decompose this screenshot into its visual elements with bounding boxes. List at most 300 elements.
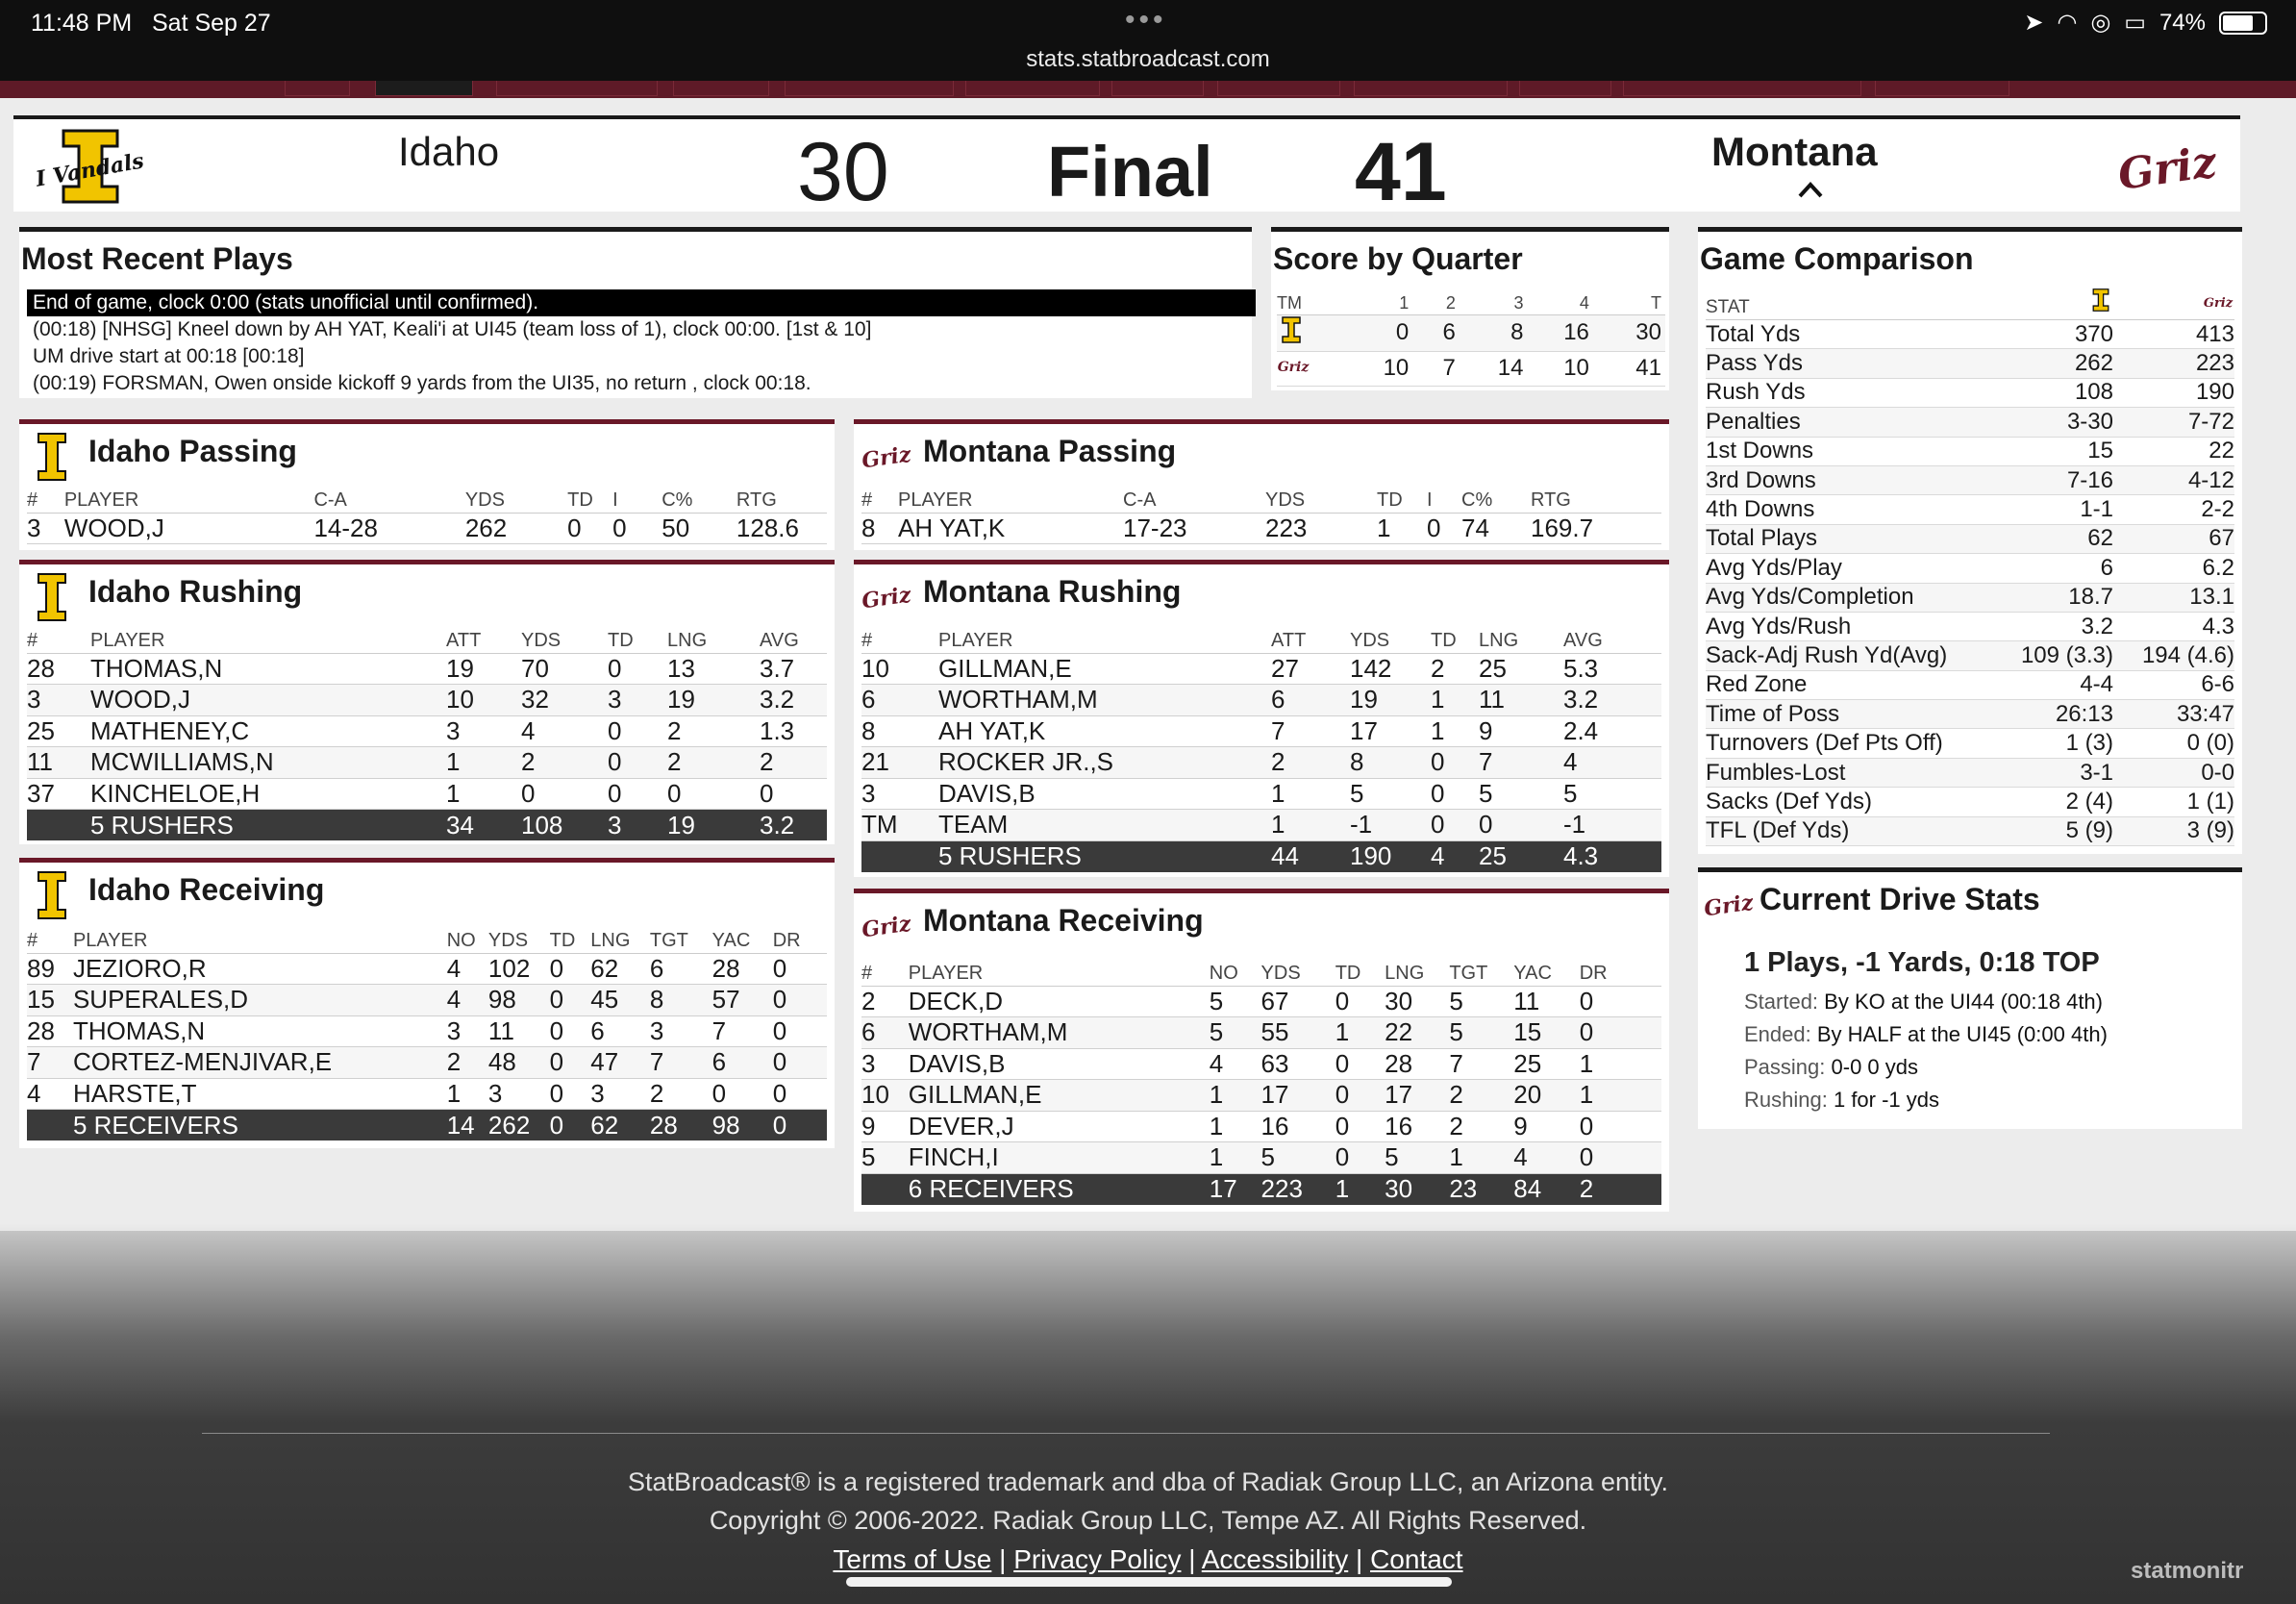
footer-links: Terms of Use | Privacy Policy | Accessibility | Contact <box>833 1544 1463 1574</box>
idaho-value: 62 <box>2002 524 2121 553</box>
idaho-value: 4-4 <box>2002 670 2121 699</box>
url-bar[interactable]: stats.statbroadcast.com <box>1026 46 1270 72</box>
nav-tab[interactable] <box>1875 81 2009 96</box>
stat-cell: 20 <box>1513 1080 1579 1112</box>
stat-cell: 7 <box>1479 747 1563 779</box>
stat-cell: 10 <box>861 1080 909 1112</box>
table-row <box>861 986 1661 1017</box>
player-name[interactable]: MCWILLIAMS,N <box>90 747 446 779</box>
trademark-notice: StatBroadcast® is a registered trademark and dba of Radiak Group LLC, an Arizona entity. <box>628 1467 1668 1496</box>
stat-cell: 7 <box>712 1015 773 1047</box>
total-cell <box>27 1110 73 1141</box>
stat-label: 4th Downs <box>1706 495 2002 524</box>
stat-cell: 8 <box>861 513 898 544</box>
stat-cell: 0 <box>1335 1142 1385 1174</box>
total-cell: 223 <box>1261 1173 1335 1205</box>
player-name[interactable]: WOOD,J <box>64 513 314 544</box>
idaho-logo-icon <box>2088 288 2113 313</box>
table-row <box>27 685 827 716</box>
stat-cell: 19 <box>667 685 760 716</box>
idaho-value: 15 <box>2002 437 2121 465</box>
score-by-quarter-panel <box>1271 227 1669 390</box>
nav-tab-strip <box>0 81 2296 98</box>
col-header: STAT <box>1706 288 2002 320</box>
status-time: 11:48 PM Sat Sep 27 <box>31 10 271 37</box>
col-header: PLAYER <box>73 926 447 953</box>
total-cell: 19 <box>667 810 760 841</box>
comparison-row <box>1706 495 2234 524</box>
montana-value: 190 <box>2121 378 2234 407</box>
stat-cell: 98 <box>488 985 550 1016</box>
table-row <box>27 778 827 810</box>
stat-cell: 25 <box>1479 653 1563 685</box>
stat-cell: 3 <box>446 715 521 747</box>
stat-cell: 0 <box>550 953 591 985</box>
griz-logo-script: Griz <box>2115 138 2220 200</box>
comparison-row <box>1706 612 2234 640</box>
stat-cell: 4 <box>27 1078 73 1110</box>
montana-value: 3 (9) <box>2121 816 2234 845</box>
player-name[interactable]: THOMAS,N <box>90 653 446 685</box>
table-row <box>27 653 827 685</box>
battery-icon <box>2219 12 2267 35</box>
stat-cell: 19 <box>446 653 521 685</box>
quarter-table <box>1277 288 1665 387</box>
total-cell: 4.3 <box>1563 840 1661 872</box>
panel-title: Game Comparison <box>1700 241 1974 276</box>
stat-cell: -1 <box>1563 810 1661 841</box>
current-drive-panel <box>1698 867 2242 1129</box>
nav-tab[interactable] <box>1623 81 1861 96</box>
comparison-row <box>1706 816 2234 845</box>
stat-cell: 0 <box>521 778 608 810</box>
nav-tab[interactable] <box>1111 81 1204 96</box>
comparison-row <box>1706 729 2234 758</box>
stat-cell: 1 <box>1431 715 1479 747</box>
table-row <box>27 747 827 779</box>
stat-cell: 32 <box>521 685 608 716</box>
privacy-link[interactable]: Privacy Policy <box>1013 1544 1182 1574</box>
stat-cell: 6 <box>590 1015 650 1047</box>
idaho-value: 109 (3.3) <box>2002 641 2121 670</box>
idaho-passing-table <box>27 486 827 544</box>
idaho-value: 6 <box>2002 554 2121 583</box>
stat-cell: 17-23 <box>1123 513 1265 544</box>
recent-plays-panel <box>19 227 1252 398</box>
stat-cell: 5 <box>1479 778 1563 810</box>
col-header: 4 <box>1527 288 1592 314</box>
stat-cell: 0 <box>608 653 667 685</box>
col-header: TM <box>1277 288 1338 314</box>
stat-cell: 57 <box>712 985 773 1016</box>
stat-cell: 17 <box>1261 1080 1335 1112</box>
stat-label: TFL (Def Yds) <box>1706 816 2002 845</box>
table-row <box>27 1015 827 1047</box>
player-name[interactable]: DAVIS,B <box>938 778 1271 810</box>
stat-cell: 1 <box>446 778 521 810</box>
stat-cell: 0 <box>1580 986 1661 1017</box>
comparison-row <box>1706 378 2234 407</box>
comparison-row <box>1706 758 2234 787</box>
col-header: NO <box>1210 959 1261 986</box>
drive-passing: Passing: 0-0 0 yds <box>1744 1055 1919 1079</box>
stat-cell: 3 <box>447 1015 488 1047</box>
stat-cell: 4 <box>447 985 488 1016</box>
col-header: AVG <box>760 626 827 653</box>
stat-cell: 142 <box>1350 653 1431 685</box>
idaho-value: 7-16 <box>2002 465 2121 494</box>
away-score: 41 <box>1355 126 1447 218</box>
nav-tab[interactable] <box>1354 81 1508 96</box>
montana-value: 0-0 <box>2121 758 2234 787</box>
comparison-row <box>1706 641 2234 670</box>
multitask-dots-icon[interactable]: ••• <box>1125 4 1167 36</box>
drive-started: Started: By KO at the UI44 (00:18 4th) <box>1744 990 2103 1014</box>
idaho-value: 1-1 <box>2002 495 2121 524</box>
player-name[interactable]: AH YAT,K <box>898 513 1123 544</box>
player-name[interactable]: THOMAS,N <box>73 1015 447 1047</box>
total-cell: 3.2 <box>760 810 827 841</box>
nav-tab[interactable] <box>673 81 769 96</box>
player-name[interactable]: GILLMAN,E <box>938 653 1271 685</box>
status-icons <box>2024 9 2267 37</box>
idaho-rushing-panel <box>19 560 835 844</box>
stat-cell: 2 <box>650 1078 712 1110</box>
montana-rushing-table <box>861 626 1661 872</box>
col-header: LNG <box>1479 626 1563 653</box>
away-team-name[interactable]: Montana <box>1711 129 1878 174</box>
stat-cell: 2 <box>861 986 909 1017</box>
panel-title: Montana Passing <box>923 434 1177 468</box>
col-header: # <box>27 626 90 653</box>
stat-cell: 0 <box>550 985 591 1016</box>
total-cell: 190 <box>1350 840 1431 872</box>
idaho-receiving-panel <box>19 858 835 1148</box>
stat-cell: 0 <box>1431 810 1479 841</box>
total-cell: 0 <box>550 1110 591 1141</box>
total-cell: 5 RUSHERS <box>938 840 1271 872</box>
idaho-value: 3-30 <box>2002 408 2121 437</box>
accessibility-link[interactable]: Accessibility <box>1201 1544 1349 1574</box>
col-header: PLAYER <box>898 486 1123 513</box>
idaho-value: 3.2 <box>2002 612 2121 640</box>
griz-logo-icon <box>1277 353 1310 378</box>
stat-cell: 30 <box>1385 986 1449 1017</box>
table-row <box>27 513 827 544</box>
table-row <box>861 513 1661 544</box>
stat-cell: 5 <box>1210 986 1261 1017</box>
col-header: 1 <box>1338 288 1412 314</box>
col-header: PLAYER <box>938 626 1271 653</box>
player-name[interactable]: AH YAT,K <box>938 715 1271 747</box>
stat-cell: 0 <box>608 715 667 747</box>
stat-cell: 16 <box>1261 1111 1335 1142</box>
nav-tab[interactable] <box>496 81 658 96</box>
player-name[interactable]: KINCHELOE,H <box>90 778 446 810</box>
table-row <box>27 985 827 1016</box>
idaho-value: 26:13 <box>2002 700 2121 729</box>
montana-value: 6.2 <box>2121 554 2234 583</box>
stat-cell: 5 <box>1449 986 1513 1017</box>
player-name[interactable]: CORTEZ-MENJIVAR,E <box>73 1047 447 1079</box>
table-row <box>861 810 1661 841</box>
col-header: YDS <box>465 486 567 513</box>
stat-cell: 9 <box>861 1111 909 1142</box>
comparison-row <box>1706 554 2234 583</box>
stat-cell: 5.3 <box>1563 653 1661 685</box>
idaho-value: 18.7 <box>2002 583 2121 612</box>
idaho-logo-script: I Vandals <box>34 148 146 192</box>
stat-cell: 13 <box>667 653 760 685</box>
home-score: 30 <box>797 126 889 218</box>
player-name[interactable]: WORTHAM,M <box>909 1017 1210 1049</box>
montana-value: 22 <box>2121 437 2234 465</box>
stat-cell: 15 <box>27 985 73 1016</box>
col-header: RTG <box>1531 486 1661 513</box>
total-cell: 0 <box>773 1110 827 1141</box>
nav-tab[interactable] <box>1519 81 1611 96</box>
stat-cell: 2 <box>1431 653 1479 685</box>
idaho-value: 370 <box>2002 320 2121 349</box>
stat-cell: 11 <box>1513 986 1579 1017</box>
total-cell: 2 <box>1580 1173 1661 1205</box>
panel-title: Score by Quarter <box>1273 241 1523 276</box>
player-name[interactable]: WORTHAM,M <box>938 685 1271 716</box>
svg-text:Griz: Griz <box>1277 359 1310 375</box>
col-header: RTG <box>736 486 827 513</box>
stat-cell: 0 <box>567 513 612 544</box>
stat-label: Pass Yds <box>1706 349 2002 378</box>
stat-cell: 1 <box>1580 1048 1661 1080</box>
col-header: TD <box>1377 486 1427 513</box>
table-row <box>861 1017 1661 1049</box>
col-header: DR <box>773 926 827 953</box>
statmonitr-badge[interactable]: statmonitr <box>2131 1558 2244 1584</box>
drive-ended: Ended: By HALF at the UI45 (0:00 4th) <box>1744 1022 2108 1046</box>
stat-cell: 0 <box>1580 1142 1661 1174</box>
stat-cell: 3 <box>861 778 938 810</box>
stat-cell: 0 <box>1431 747 1479 779</box>
idaho-logo-icon <box>23 570 81 624</box>
montana-value: 0 (0) <box>2121 729 2234 758</box>
col-header: # <box>27 926 73 953</box>
stat-cell: 6 <box>650 953 712 985</box>
col-header: YAC <box>712 926 773 953</box>
stat-cell: 17 <box>1350 715 1431 747</box>
montana-receiving-table <box>861 959 1661 1205</box>
stat-cell: 2 <box>447 1047 488 1079</box>
stat-cell: 1.3 <box>760 715 827 747</box>
col-header: 2 <box>1412 288 1460 314</box>
col-header: PLAYER <box>90 626 446 653</box>
stat-cell: 0 <box>1479 810 1563 841</box>
stat-cell: 1 <box>1271 810 1350 841</box>
stat-cell: 8 <box>650 985 712 1016</box>
griz-logo-icon <box>2115 127 2221 210</box>
player-name[interactable]: GILLMAN,E <box>909 1080 1210 1112</box>
col-header: TD <box>1431 626 1479 653</box>
stat-label: 3rd Downs <box>1706 465 2002 494</box>
car-icon: ▭ <box>2124 10 2146 36</box>
stat-cell: 28 <box>27 653 90 685</box>
stat-cell: 0 <box>1335 1080 1385 1112</box>
montana-value: 194 (4.6) <box>2121 641 2234 670</box>
stat-label: Penalties <box>1706 408 2002 437</box>
location-icon: ➤ <box>2024 10 2044 36</box>
idaho-passing-panel <box>19 419 835 550</box>
table-row: Griz 10 7 14 10 41 <box>1277 351 1665 386</box>
col-header: YDS <box>488 926 550 953</box>
montana-value: 4.3 <box>2121 612 2234 640</box>
player-name[interactable]: HARSTE,T <box>73 1078 447 1110</box>
col-header: # <box>861 626 938 653</box>
stat-cell: 0 <box>608 778 667 810</box>
comparison-row <box>1706 320 2234 349</box>
play-line: UM drive start at 00:18 [00:18] <box>33 345 305 367</box>
montana-value: 7-72 <box>2121 408 2234 437</box>
contact-link[interactable]: Contact <box>1370 1544 1463 1574</box>
stat-cell: 0 <box>1427 513 1461 544</box>
stat-label: Rush Yds <box>1706 378 2002 407</box>
montana-value: 6-6 <box>2121 670 2234 699</box>
idaho-logo-icon <box>1277 315 1306 344</box>
idaho-value: 3-1 <box>2002 758 2121 787</box>
table-row <box>861 1142 1661 1174</box>
col-header: LNG <box>667 626 760 653</box>
svg-text:Griz: Griz <box>860 911 913 943</box>
stat-cell: 14-28 <box>313 513 464 544</box>
comparison-row <box>1706 408 2234 437</box>
stat-cell: 102 <box>488 953 550 985</box>
comparison-table <box>1706 288 2234 846</box>
terms-link[interactable]: Terms of Use <box>833 1544 992 1574</box>
stat-cell: 223 <box>1265 513 1377 544</box>
stat-cell: 11 <box>1479 685 1563 716</box>
copyright-notice: Copyright © 2006-2022. Radiak Group LLC, Tempe AZ. All Rights Reserved. <box>709 1506 1587 1535</box>
table-row <box>27 1047 827 1079</box>
stat-cell: 4 <box>1210 1048 1261 1080</box>
stat-cell: 4 <box>1513 1142 1579 1174</box>
panel-title: Idaho Passing <box>88 434 297 468</box>
stat-cell: 45 <box>590 985 650 1016</box>
total-cell: 1 <box>1335 1173 1385 1205</box>
stat-cell: 50 <box>661 513 736 544</box>
comparison-row <box>1706 583 2234 612</box>
home-indicator[interactable] <box>846 1577 1452 1587</box>
stat-label: Time of Poss <box>1706 700 2002 729</box>
rotation-lock-icon: ◎ <box>2090 10 2111 36</box>
stat-cell: 2 <box>760 747 827 779</box>
stat-cell: 2 <box>1449 1080 1513 1112</box>
stat-cell: 0 <box>1580 1111 1661 1142</box>
player-name[interactable]: DEVER,J <box>909 1111 1210 1142</box>
stat-cell: 9 <box>1513 1111 1579 1142</box>
player-name[interactable]: SUPERALES,D <box>73 985 447 1016</box>
stat-cell: 55 <box>1261 1017 1335 1049</box>
total-cell: 5 RECEIVERS <box>73 1110 447 1141</box>
stat-cell: 15 <box>1513 1017 1579 1049</box>
stat-cell: 6 <box>712 1047 773 1079</box>
col-header: C% <box>661 486 736 513</box>
nav-tab[interactable] <box>965 81 1100 96</box>
nav-tab[interactable] <box>285 81 350 96</box>
stat-cell: 9 <box>1479 715 1563 747</box>
stat-cell: 10 <box>861 653 938 685</box>
player-name[interactable]: FINCH,I <box>909 1142 1210 1174</box>
comparison-row <box>1706 524 2234 553</box>
ios-status-bar <box>0 0 2296 81</box>
stat-cell: 5 <box>1261 1142 1335 1174</box>
total-cell: 17 <box>1210 1173 1261 1205</box>
play-line: End of game, clock 0:00 (stats unofficial until confirmed). <box>27 289 1256 316</box>
stat-cell: 262 <box>465 513 567 544</box>
player-name[interactable]: ROCKER JR.,S <box>938 747 1271 779</box>
stat-cell: 10 <box>446 685 521 716</box>
total-cell: 98 <box>712 1110 773 1141</box>
nav-tab-active[interactable] <box>375 81 473 96</box>
svg-text:Griz: Griz <box>860 441 913 474</box>
idaho-logo-icon <box>23 430 81 484</box>
player-name[interactable]: DECK,D <box>909 986 1210 1017</box>
nav-tab[interactable] <box>785 81 954 96</box>
griz-logo-icon <box>858 899 915 953</box>
col-header: C% <box>1461 486 1531 513</box>
stat-cell: 17 <box>1385 1080 1449 1112</box>
montana-value: 33:47 <box>2121 700 2234 729</box>
stat-cell: 0 <box>773 953 827 985</box>
stat-cell: 27 <box>1271 653 1350 685</box>
player-name[interactable]: DAVIS,B <box>909 1048 1210 1080</box>
total-cell: 84 <box>1513 1173 1579 1205</box>
wifi-icon: ◠ <box>2057 10 2078 36</box>
stat-cell: 4 <box>447 953 488 985</box>
total-cell: 25 <box>1479 840 1563 872</box>
battery-percent: 74% <box>2159 9 2206 36</box>
stat-cell: 0 <box>760 778 827 810</box>
stat-cell: 2.4 <box>1563 715 1661 747</box>
player-name[interactable]: JEZIORO,R <box>73 953 447 985</box>
stat-cell: 74 <box>1461 513 1531 544</box>
nav-tab[interactable] <box>1217 81 1340 96</box>
table-row <box>861 1048 1661 1080</box>
player-name[interactable]: TEAM <box>938 810 1271 841</box>
stat-cell: 128.6 <box>736 513 827 544</box>
col-header: TGT <box>1449 959 1513 986</box>
game-status: Final <box>1047 132 1213 212</box>
griz-logo-icon <box>1700 878 1758 932</box>
totals-row <box>861 1173 1661 1205</box>
total-cell: 108 <box>521 810 608 841</box>
comparison-row <box>1706 788 2234 816</box>
stat-label: Total Plays <box>1706 524 2002 553</box>
total-cell: 6 RECEIVERS <box>909 1173 1210 1205</box>
player-name[interactable]: MATHENEY,C <box>90 715 446 747</box>
idaho-value: 1 (3) <box>2002 729 2121 758</box>
col-header: ATT <box>1271 626 1350 653</box>
stat-cell: 0 <box>667 778 760 810</box>
stat-cell: 3 <box>27 513 64 544</box>
stat-cell: 2 <box>667 747 760 779</box>
col-header: # <box>861 486 898 513</box>
montana-value: 67 <box>2121 524 2234 553</box>
home-team-name[interactable]: Idaho <box>398 129 500 174</box>
player-name[interactable]: WOOD,J <box>90 685 446 716</box>
stat-cell: 1 <box>1210 1080 1261 1112</box>
stat-cell: 22 <box>1385 1017 1449 1049</box>
table-row <box>861 747 1661 779</box>
stat-label: Sacks (Def Yds) <box>1706 788 2002 816</box>
stat-label: Avg Yds/Completion <box>1706 583 2002 612</box>
